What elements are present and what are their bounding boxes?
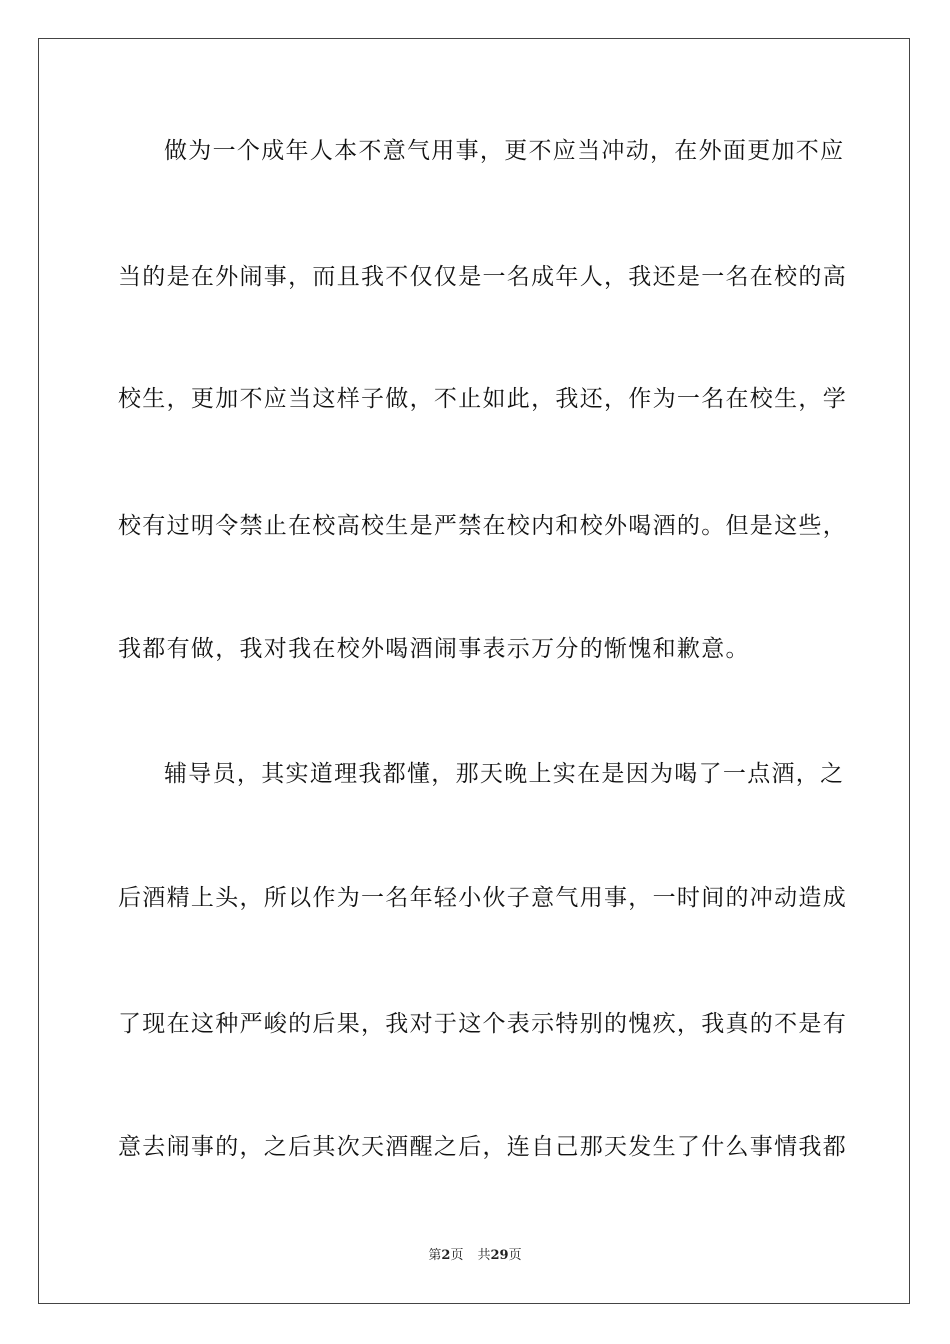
total-prefix: 共 [477,1248,491,1263]
page-footer [0,1247,950,1265]
paragraph-2-line-3: 了现在这种严峻的后果，我对于这个表示特别的愧疚，我真的不是有 [118,1011,847,1037]
paragraph-1-line-3: 校生，更加不应当这样子做，不止如此，我还，作为一名在校生，学 [118,386,847,412]
page-number: 2 [441,1248,451,1263]
total-suffix: 页 [508,1248,522,1263]
page-border [38,38,910,1304]
paragraph-2-line-1: 辅导员，其实道理我都懂，那天晚上实在是因为喝了一点酒，之 [164,761,845,787]
paragraph-1-line-5: 我都有做，我对我在校外喝酒闹事表示万分的惭愧和歉意。 [118,636,750,662]
page-suffix: 页 [450,1248,464,1263]
paragraph-1-line-2: 当的是在外闹事，而且我不仅仅是一名成年人，我还是一名在校的高 [118,264,847,290]
page-prefix: 第 [428,1248,442,1263]
paragraph-2-line-2: 后酒精上头，所以作为一名年轻小伙子意气用事，一时间的冲动造成 [118,885,847,911]
paragraph-1-line-1: 做为一个成年人本不意气用事，更不应当冲动，在外面更加不应 [164,138,845,164]
paragraph-2-line-4: 意去闹事的，之后其次天酒醒之后，连自己那天发生了什么事情我都 [118,1134,847,1160]
total-pages: 29 [490,1248,509,1263]
paragraph-1-line-4: 校有过明令禁止在校高校生是严禁在校内和校外喝酒的。但是这些， [118,513,847,539]
